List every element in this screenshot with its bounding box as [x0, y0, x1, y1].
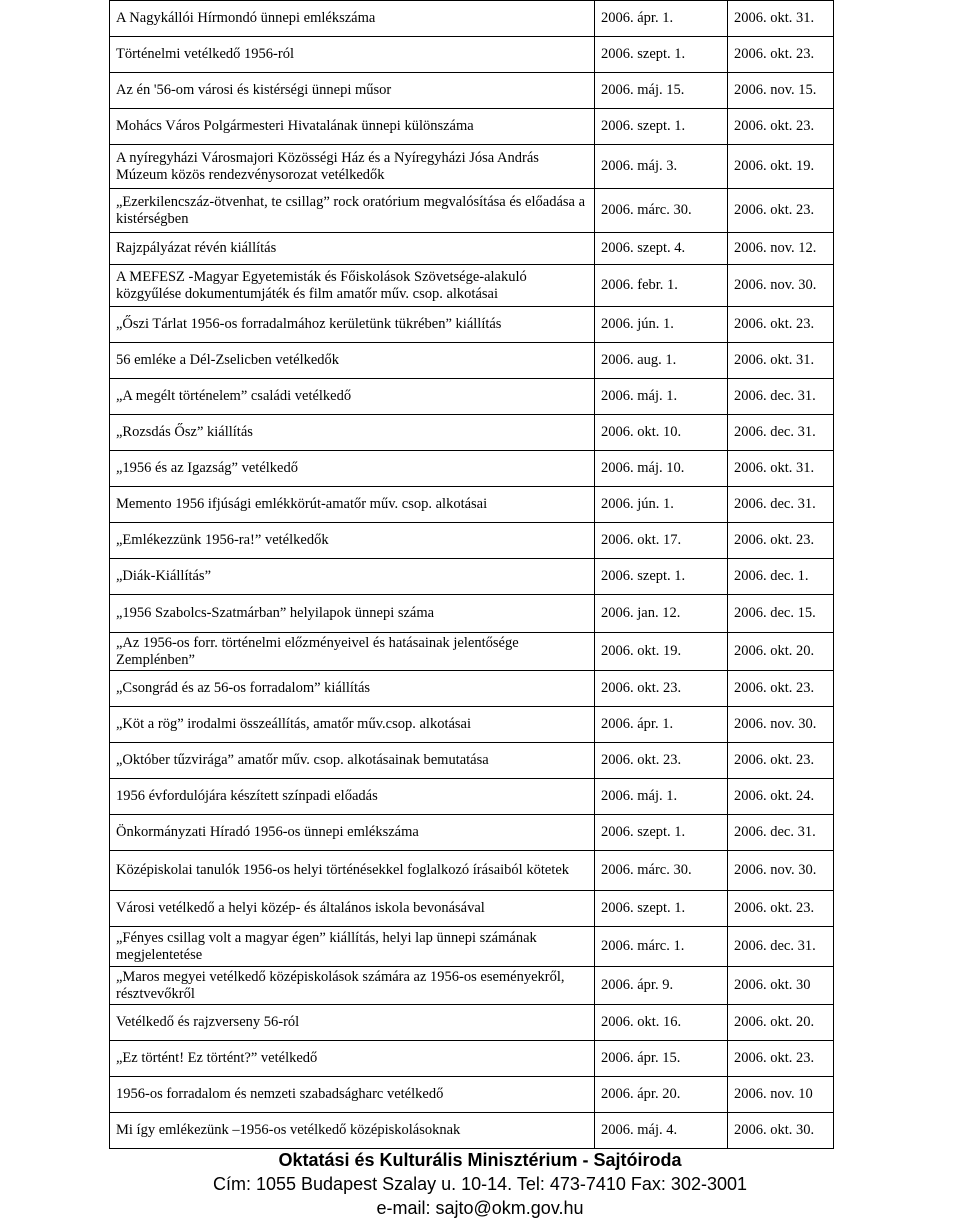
end-date-cell: 2006. okt. 23.	[728, 743, 834, 779]
start-date-cell: 2006. szept. 4.	[595, 233, 728, 265]
end-date-cell: 2006. nov. 30.	[728, 265, 834, 307]
start-date-cell: 2006. okt. 23.	[595, 671, 728, 707]
event-title-cell: Középiskolai tanulók 1956-os helyi történésekkel foglalkozó írásaiból kötetek	[110, 851, 595, 891]
table-row	[110, 415, 834, 451]
event-title-cell: Vetélkedő és rajzverseny 56-ról	[110, 1005, 595, 1041]
end-date-cell: 2006. okt. 31.	[728, 1, 834, 37]
start-date-cell: 2006. febr. 1.	[595, 265, 728, 307]
event-title-cell: „Diák-Kiállítás”	[110, 559, 595, 595]
event-title-cell: „1956 és az Igazság” vetélkedő	[110, 451, 595, 487]
table-row	[110, 1041, 834, 1077]
table-row	[110, 189, 834, 233]
table-row	[110, 487, 834, 523]
table-row	[110, 1113, 834, 1149]
start-date-cell: 2006. jún. 1.	[595, 487, 728, 523]
start-date-cell: 2006. aug. 1.	[595, 343, 728, 379]
end-date-cell: 2006. okt. 31.	[728, 451, 834, 487]
table-row	[110, 145, 834, 189]
event-title-cell: Mi így emlékezünk –1956-os vetélkedő középiskolásoknak	[110, 1113, 595, 1149]
end-date-cell: 2006. dec. 31.	[728, 379, 834, 415]
table-row	[110, 707, 834, 743]
table-row	[110, 343, 834, 379]
start-date-cell: 2006. márc. 30.	[595, 851, 728, 891]
start-date-cell: 2006. ápr. 1.	[595, 1, 728, 37]
table-row	[110, 451, 834, 487]
table-row	[110, 815, 834, 851]
end-date-cell: 2006. dec. 31.	[728, 927, 834, 967]
event-title-cell: 1956 évfordulójára készített színpadi előadás	[110, 779, 595, 815]
start-date-cell: 2006. máj. 10.	[595, 451, 728, 487]
end-date-cell: 2006. dec. 1.	[728, 559, 834, 595]
table-row	[110, 1, 834, 37]
event-title-cell: Mohács Város Polgármesteri Hivatalának ünnepi különszáma	[110, 109, 595, 145]
start-date-cell: 2006. márc. 1.	[595, 927, 728, 967]
end-date-cell: 2006. okt. 23.	[728, 1041, 834, 1077]
end-date-cell: 2006. okt. 23.	[728, 891, 834, 927]
end-date-cell: 2006. okt. 24.	[728, 779, 834, 815]
event-title-cell: „Ez történt! Ez történt?” vetélkedő	[110, 1041, 595, 1077]
event-title-cell: A MEFESZ -Magyar Egyetemisták és Főiskolások Szövetsége-alakuló közgyűlése dokumentumjáték és film amatőr műv. csop. alkotásai	[110, 265, 595, 307]
footer	[0, 1148, 960, 1220]
start-date-cell: 2006. máj. 3.	[595, 145, 728, 189]
start-date-cell: 2006. szept. 1.	[595, 559, 728, 595]
end-date-cell: 2006. okt. 23.	[728, 307, 834, 343]
end-date-cell: 2006. okt. 20.	[728, 1005, 834, 1041]
start-date-cell: 2006. szept. 1.	[595, 815, 728, 851]
event-title-cell: Memento 1956 ifjúsági emlékkörút-amatőr műv. csop. alkotásai	[110, 487, 595, 523]
table-row	[110, 927, 834, 967]
end-date-cell: 2006. nov. 12.	[728, 233, 834, 265]
table-row	[110, 233, 834, 265]
event-title-cell: 56 emléke a Dél-Zselicben vetélkedők	[110, 343, 595, 379]
table-row	[110, 1005, 834, 1041]
start-date-cell: 2006. jan. 12.	[595, 595, 728, 633]
table-row	[110, 73, 834, 109]
start-date-cell: 2006. jún. 1.	[595, 307, 728, 343]
start-date-cell: 2006. ápr. 15.	[595, 1041, 728, 1077]
table-row	[110, 671, 834, 707]
table-row	[110, 779, 834, 815]
end-date-cell: 2006. dec. 31.	[728, 487, 834, 523]
end-date-cell: 2006. okt. 31.	[728, 343, 834, 379]
table-row	[110, 109, 834, 145]
end-date-cell: 2006. okt. 23.	[728, 37, 834, 73]
start-date-cell: 2006. okt. 17.	[595, 523, 728, 559]
table-row	[110, 595, 834, 633]
event-title-cell: „Őszi Tárlat 1956-os forradalmához kerületünk tükrében” kiállítás	[110, 307, 595, 343]
start-date-cell: 2006. okt. 19.	[595, 633, 728, 671]
start-date-cell: 2006. okt. 23.	[595, 743, 728, 779]
footer-address: Cím: 1055 Budapest Szalay u. 10-14. Tel: 473-7410 Fax: 302-3001	[212, 1174, 747, 1194]
event-title-cell: „Fényes csillag volt a magyar égen” kiállítás, helyi lap ünnepi számának megjelentetése	[110, 927, 595, 967]
start-date-cell: 2006. okt. 16.	[595, 1005, 728, 1041]
start-date-cell: 2006. szept. 1.	[595, 891, 728, 927]
event-title-cell: Rajzpályázat révén kiállítás	[110, 233, 595, 265]
end-date-cell: 2006. nov. 30.	[728, 851, 834, 891]
table-row	[110, 559, 834, 595]
table-row	[110, 37, 834, 73]
event-title-cell: Önkormányzati Híradó 1956-os ünnepi emlékszáma	[110, 815, 595, 851]
end-date-cell: 2006. nov. 15.	[728, 73, 834, 109]
end-date-cell: 2006. okt. 30.	[728, 1113, 834, 1149]
event-title-cell: „Köt a rög” irodalmi összeállítás, amatőr műv.csop. alkotásai	[110, 707, 595, 743]
event-title-cell: „Maros megyei vetélkedő középiskolások számára az 1956-os eseményekről, résztvevőkről	[110, 967, 595, 1005]
event-title-cell: Az én '56-om városi és kistérségi ünnepi műsor	[110, 73, 595, 109]
table-row	[110, 307, 834, 343]
event-title-cell: „Ezerkilencszáz-ötvenhat, te csillag” rock oratórium megvalósítása és előadása a kistérségben	[110, 189, 595, 233]
table-row	[110, 967, 834, 1005]
start-date-cell: 2006. márc. 30.	[595, 189, 728, 233]
end-date-cell: 2006. okt. 20.	[728, 633, 834, 671]
event-title-cell: A Nagykállói Hírmondó ünnepi emlékszáma	[110, 1, 595, 37]
event-title-cell: „Az 1956-os forr. történelmi előzményeivel és hatásainak jelentősége Zemplénben”	[110, 633, 595, 671]
end-date-cell: 2006. dec. 31.	[728, 415, 834, 451]
table-row	[110, 743, 834, 779]
table-row	[110, 1077, 834, 1113]
event-title-cell: „Rozsdás Ősz” kiállítás	[110, 415, 595, 451]
start-date-cell: 2006. szept. 1.	[595, 37, 728, 73]
end-date-cell: 2006. okt. 23.	[728, 671, 834, 707]
end-date-cell: 2006. nov. 10	[728, 1077, 834, 1113]
start-date-cell: 2006. ápr. 20.	[595, 1077, 728, 1113]
table-row	[110, 523, 834, 559]
event-title-cell: Városi vetélkedő a helyi közép- és általános iskola bevonásával	[110, 891, 595, 927]
event-title-cell: „Október tűzvirága” amatőr műv. csop. alkotásainak bemutatása	[110, 743, 595, 779]
end-date-cell: 2006. okt. 19.	[728, 145, 834, 189]
start-date-cell: 2006. máj. 4.	[595, 1113, 728, 1149]
end-date-cell: 2006. dec. 31.	[728, 815, 834, 851]
table-row	[110, 265, 834, 307]
start-date-cell: 2006. ápr. 1.	[595, 707, 728, 743]
event-title-cell: 1956-os forradalom és nemzeti szabadságharc vetélkedő	[110, 1077, 595, 1113]
start-date-cell: 2006. máj. 1.	[595, 779, 728, 815]
start-date-cell: 2006. máj. 15.	[595, 73, 728, 109]
table-row	[110, 633, 834, 671]
footer-organization: Oktatási és Kulturális Minisztérium - Sajtóiroda	[278, 1150, 682, 1170]
end-date-cell: 2006. dec. 15.	[728, 595, 834, 633]
end-date-cell: 2006. nov. 30.	[728, 707, 834, 743]
event-title-cell: „Csongrád és az 56-os forradalom” kiállítás	[110, 671, 595, 707]
event-title-cell: „1956 Szabolcs-Szatmárban” helyilapok ünnepi száma	[110, 595, 595, 633]
events-table	[109, 0, 834, 1149]
end-date-cell: 2006. okt. 23.	[728, 109, 834, 145]
event-title-cell: „Emlékezzünk 1956-ra!” vetélkedők	[110, 523, 595, 559]
start-date-cell: 2006. okt. 10.	[595, 415, 728, 451]
end-date-cell: 2006. okt. 23.	[728, 189, 834, 233]
end-date-cell: 2006. okt. 30	[728, 967, 834, 1005]
table-row	[110, 379, 834, 415]
end-date-cell: 2006. okt. 23.	[728, 523, 834, 559]
event-title-cell: Történelmi vetélkedő 1956-ról	[110, 37, 595, 73]
start-date-cell: 2006. szept. 1.	[595, 109, 728, 145]
event-title-cell: „A megélt történelem” családi vetélkedő	[110, 379, 595, 415]
start-date-cell: 2006. máj. 1.	[595, 379, 728, 415]
table-row	[110, 851, 834, 891]
event-title-cell: A nyíregyházi Városmajori Közösségi Ház és a Nyíregyházi Jósa András Múzeum közös rendezvénysorozat vetélkedők	[110, 145, 595, 189]
table-row	[110, 891, 834, 927]
events-table-body	[110, 1, 834, 1149]
start-date-cell: 2006. ápr. 9.	[595, 967, 728, 1005]
footer-email: e-mail: sajto@okm.gov.hu	[376, 1198, 584, 1218]
